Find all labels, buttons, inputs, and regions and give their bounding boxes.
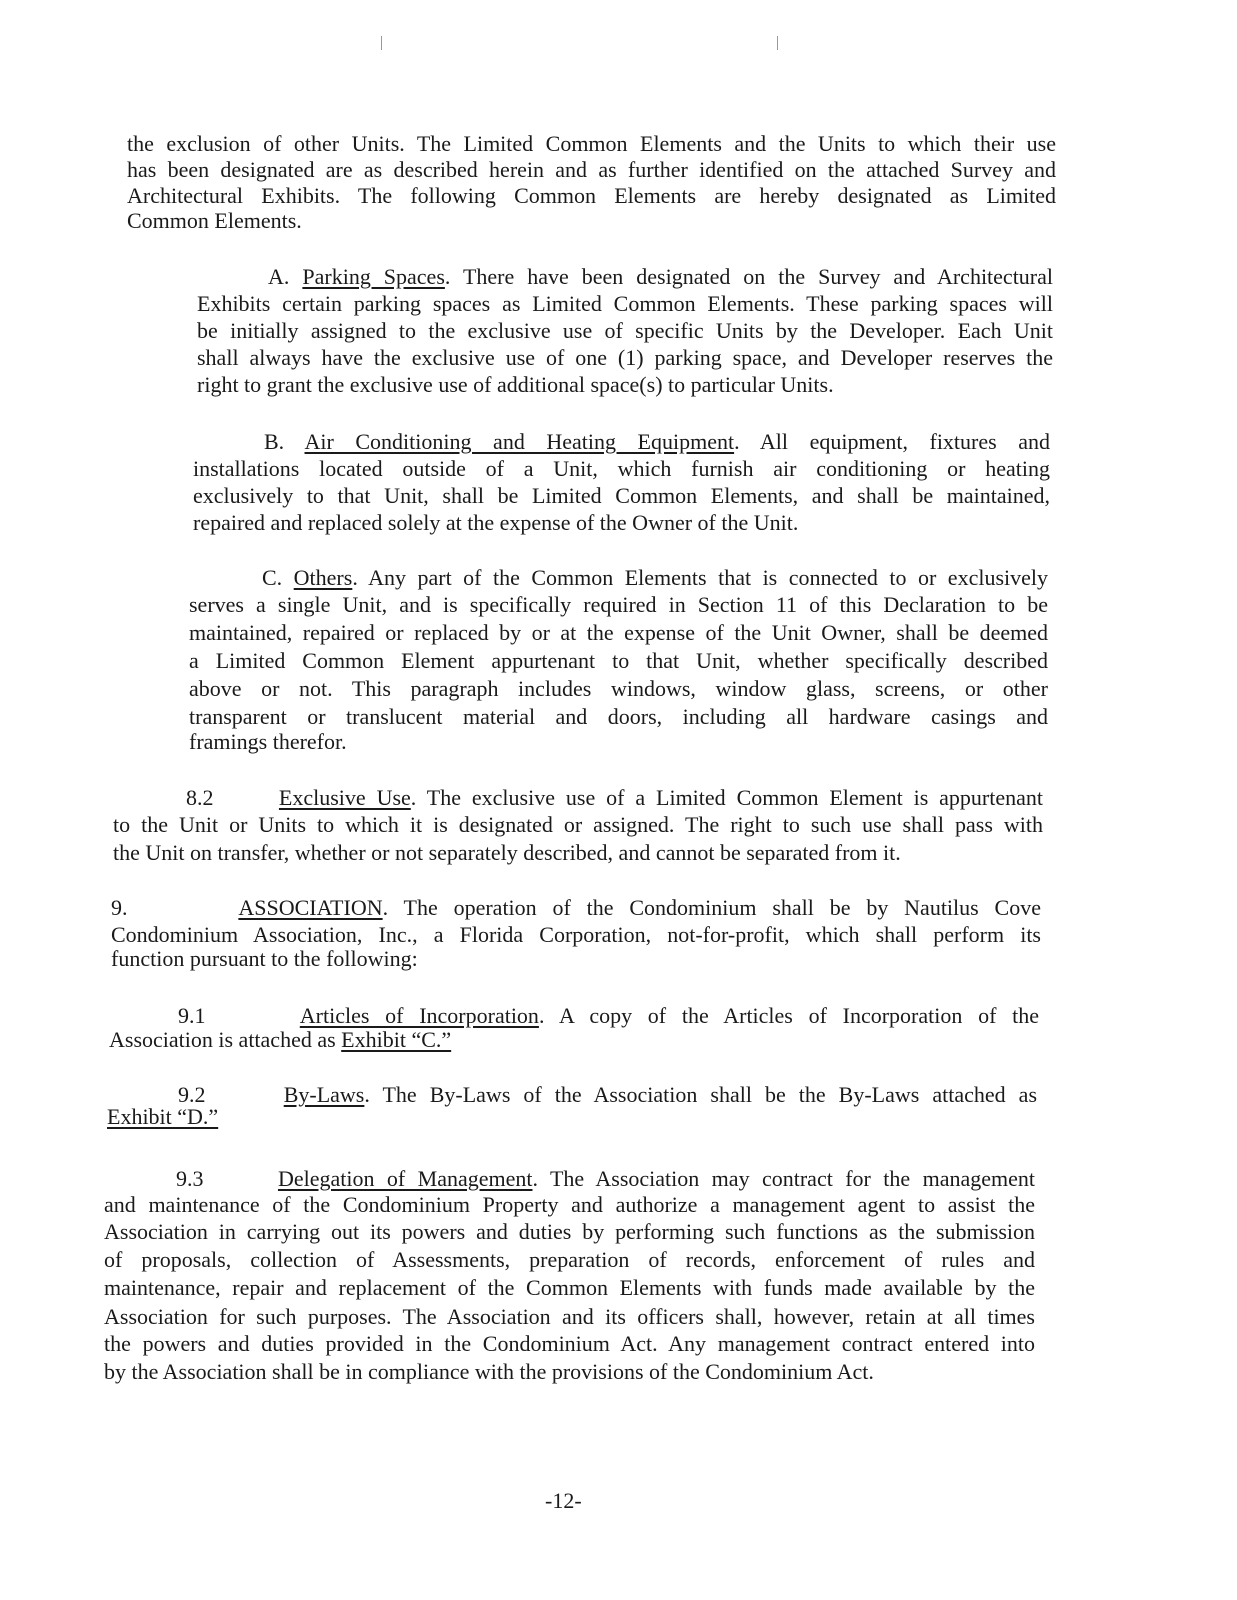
underlined-heading: Exhibit “C.” (341, 1027, 452, 1052)
text-line (189, 676, 1048, 702)
underlined-heading: Air Conditioning and Heating Equipment (304, 429, 735, 454)
text-line (193, 510, 798, 536)
underlined-heading: Delegation of Management (277, 1166, 533, 1191)
scan-mark (777, 36, 778, 50)
text-segment: 9. (111, 895, 239, 920)
text-segment: B. (264, 429, 305, 454)
text-line (193, 456, 1050, 482)
text-segment: right to grant the exclusive use of additional space(s) to particular Units. (197, 372, 834, 397)
text-line (197, 345, 1053, 371)
text-line (197, 318, 1053, 344)
text-segment: function pursuant to the following: (111, 946, 418, 971)
text-segment: and maintenance of the Condominium Property and authorize a management agent to assist the (104, 1192, 1035, 1217)
text-segment: repaired and replaced solely at the expense of the Owner of the Unit. (193, 510, 799, 535)
text-segment: above or not. This paragraph includes windows, window glass, screens, or other (189, 676, 1048, 701)
text-segment: to the Unit or Units to which it is designated or assigned. The right to such use shall pass with (113, 812, 1043, 837)
text-line (193, 483, 1050, 509)
text-segment: 9.1 (178, 1003, 300, 1028)
text-segment: . A copy of the Articles of Incorporation of the (538, 1003, 1039, 1028)
text-line (104, 1275, 1035, 1301)
text-line (197, 291, 1053, 317)
text-segment: be initially assigned to the exclusive use of specific Units by the Developer. Each Unit (197, 318, 1053, 343)
text-segment: the Unit on transfer, whether or not separately described, and cannot be separated from it. (113, 840, 901, 865)
text-line (189, 620, 1048, 646)
text-segment: Association is attached as (109, 1027, 342, 1052)
text-line (197, 372, 834, 398)
text-line (189, 729, 347, 755)
text-line (104, 1247, 1035, 1273)
underlined-heading: By-Laws (283, 1082, 365, 1107)
text-segment: by the Association shall be in compliance with the provisions of the Condominium Act. (104, 1359, 874, 1384)
underlined-heading: Others (293, 565, 353, 590)
text-line (107, 1104, 218, 1130)
text-segment: . All equipment, fixtures and (734, 429, 1050, 454)
text-segment: installations located outside of a Unit, which furnish air conditioning or heating (193, 456, 1050, 481)
text-segment: shall always have the exclusive use of one (1) parking space, and Developer reserves the (197, 345, 1053, 370)
text-segment: Architectural Exhibits. The following Common Elements are hereby designated as Limited (127, 183, 1056, 208)
text-line (176, 1166, 1035, 1192)
text-line (186, 785, 1043, 811)
text-segment: Condominium Association, Inc., a Florida Corporation, not-for-profit, which shall perform its (111, 922, 1041, 947)
underlined-heading: Parking Spaces (302, 264, 445, 289)
text-line (127, 183, 1056, 209)
text-segment: . Any part of the Common Elements that is connected to or exclusively (352, 565, 1048, 590)
text-line (127, 208, 302, 234)
text-segment: 8.2 (186, 785, 279, 810)
text-line (104, 1192, 1035, 1218)
text-line (104, 1331, 1035, 1357)
text-segment: a Limited Common Element appurtenant to that Unit, whether specifically described (189, 648, 1048, 673)
text-segment: . There have been designated on the Survey and Architectural (444, 264, 1054, 289)
text-segment: the exclusion of other Units. The Limited Common Elements and the Units to which their use (127, 131, 1056, 156)
text-line (189, 704, 1048, 730)
text-segment: transparent or translucent material and doors, including all hardware casings and (189, 704, 1048, 729)
text-line (127, 157, 1056, 183)
text-segment: C. (262, 565, 294, 590)
text-segment: . The operation of the Condominium shall be by Nautilus Cove (382, 895, 1041, 920)
page-number: -12- (545, 1488, 582, 1513)
text-segment: . The exclusive use of a Limited Common Element is appurtenant (410, 785, 1043, 810)
underlined-heading: ASSOCIATION (238, 895, 383, 920)
text-line (268, 264, 1053, 290)
text-segment: A. (268, 264, 303, 289)
text-line (178, 1003, 1039, 1029)
text-line (104, 1219, 1035, 1245)
text-line (111, 895, 1041, 921)
text-segment: exclusively to that Unit, shall be Limited Common Elements, and shall be maintained, (193, 483, 1050, 508)
text-segment: Exhibits certain parking spaces as Limited Common Elements. These parking spaces will (197, 291, 1053, 316)
text-segment: 9.3 (176, 1166, 278, 1191)
underlined-heading: Articles of Incorporation (299, 1003, 539, 1028)
text-segment: Association for such purposes. The Association and its officers shall, however, retain at all times (104, 1304, 1035, 1329)
text-line (113, 840, 901, 866)
text-segment: . The Association may contract for the management (532, 1166, 1035, 1191)
text-segment: maintained, repaired or replaced by or at the expense of the Unit Owner, shall be deemed (189, 620, 1048, 645)
text-line (104, 1304, 1035, 1330)
text-segment: has been designated are as described herein and as further identified on the attached Survey and (127, 157, 1056, 182)
text-line (262, 565, 1048, 591)
text-segment: of proposals, collection of Assessments, preparation of records, enforcement of rules and (104, 1247, 1035, 1272)
text-segment: framings therefor. (189, 729, 347, 754)
text-line (178, 1082, 1037, 1108)
text-segment: Common Elements. (127, 208, 302, 233)
text-line (113, 812, 1043, 838)
text-segment: . The By-Laws of the Association shall be the By-Laws attached as (364, 1082, 1038, 1107)
text-line (189, 648, 1048, 674)
text-line (127, 131, 1056, 157)
text-line (104, 1359, 874, 1385)
text-segment: 9.2 (178, 1082, 284, 1107)
text-line (109, 1027, 451, 1053)
text-line (264, 429, 1050, 455)
underlined-heading: Exhibit “D.” (107, 1104, 219, 1129)
text-segment: serves a single Unit, and is specifically required in Section 11 of this Declaration to be (189, 592, 1048, 617)
text-segment: the powers and duties provided in the Condominium Act. Any management contract entered into (104, 1331, 1035, 1356)
scan-mark (381, 36, 382, 50)
text-line (111, 922, 1041, 948)
text-line (111, 946, 418, 972)
text-line (189, 592, 1048, 618)
text-segment: Association in carrying out its powers and duties by performing such functions as the submission (104, 1219, 1035, 1244)
text-segment: maintenance, repair and replacement of the Common Elements with funds made available by the (104, 1275, 1035, 1300)
underlined-heading: Exclusive Use (278, 785, 411, 810)
